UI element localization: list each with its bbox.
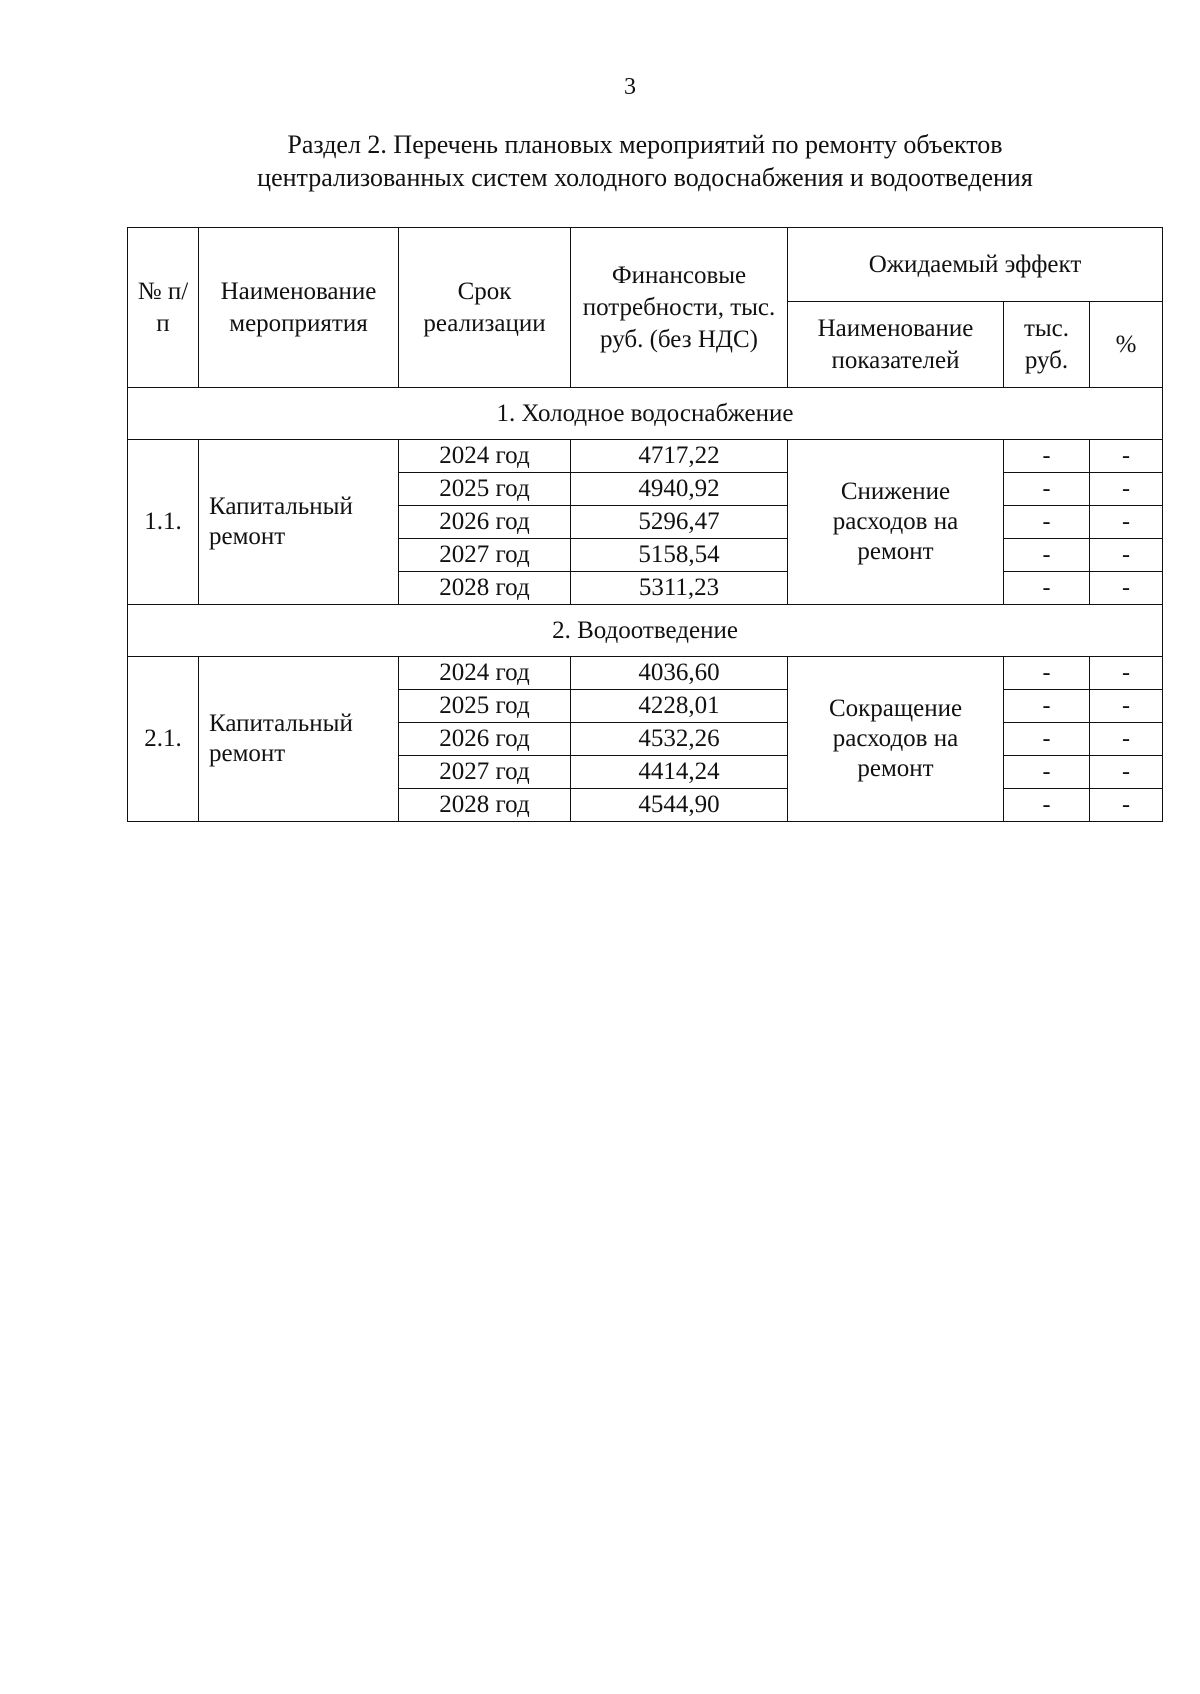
- effect-thousand-rub: -: [1004, 572, 1090, 605]
- effect-thousand-rub: -: [1004, 756, 1090, 789]
- term-year: 2028 год: [399, 789, 571, 822]
- effect-thousand-rub: -: [1004, 473, 1090, 506]
- table-row: [128, 440, 1163, 473]
- header-percent: %: [1090, 302, 1163, 388]
- effect-indicator: Сокращение расходов на ремонт: [788, 657, 1004, 822]
- term-year: 2026 год: [399, 506, 571, 539]
- section-title-cell: 2. Водоотведение: [128, 605, 1163, 657]
- header-number: № п/п: [128, 228, 199, 388]
- finance-amount: 4532,26: [571, 723, 788, 756]
- measure-number: 2.1.: [128, 657, 199, 822]
- effect-thousand-rub: -: [1004, 539, 1090, 572]
- effect-percent: -: [1090, 723, 1163, 756]
- finance-amount: 4228,01: [571, 690, 788, 723]
- effect-thousand-rub: -: [1004, 506, 1090, 539]
- section-title-cell: 1. Холодное водоснабжение: [128, 388, 1163, 440]
- measures-table: [127, 227, 1163, 822]
- term-year: 2027 год: [399, 756, 571, 789]
- term-year: 2024 год: [399, 440, 571, 473]
- header-thousand-rub: тыс. руб.: [1004, 302, 1090, 388]
- effect-thousand-rub: -: [1004, 657, 1090, 690]
- effect-percent: -: [1090, 789, 1163, 822]
- page-number: 3: [624, 74, 636, 100]
- finance-amount: 5158,54: [571, 539, 788, 572]
- measure-name: Капитальный ремонт: [199, 440, 399, 605]
- finance-amount: 4544,90: [571, 789, 788, 822]
- term-year: 2024 год: [399, 657, 571, 690]
- finance-amount: 5296,47: [571, 506, 788, 539]
- section-title-line-1: Раздел 2. Перечень плановых мероприятий по ремонту объектов: [287, 130, 1003, 159]
- header-indicator-name: Наименование показателей: [788, 302, 1004, 388]
- term-year: 2026 год: [399, 723, 571, 756]
- header-finance: Финансовые потребности, тыс. руб. (без НДС): [571, 228, 788, 388]
- measure-number: 1.1.: [128, 440, 199, 605]
- effect-percent: -: [1090, 756, 1163, 789]
- table-row: [128, 657, 1163, 690]
- effect-thousand-rub: -: [1004, 723, 1090, 756]
- measure-name: Капитальный ремонт: [199, 657, 399, 822]
- term-year: 2025 год: [399, 690, 571, 723]
- effect-thousand-rub: -: [1004, 690, 1090, 723]
- effect-percent: -: [1090, 440, 1163, 473]
- table-body: [128, 388, 1163, 822]
- term-year: 2027 год: [399, 539, 571, 572]
- effect-percent: -: [1090, 690, 1163, 723]
- section-row: [128, 605, 1163, 657]
- effect-percent: -: [1090, 506, 1163, 539]
- effect-thousand-rub: -: [1004, 789, 1090, 822]
- header-term: Срок реализации: [399, 228, 571, 388]
- section-title-line-2: централизованных систем холодного водоснабжения и водоотведения: [257, 163, 1033, 192]
- section-row: [128, 388, 1163, 440]
- section-title: [200, 128, 1090, 194]
- effect-indicator: Снижение расходов на ремонт: [788, 440, 1004, 605]
- effect-percent: -: [1090, 473, 1163, 506]
- finance-amount: 4717,22: [571, 440, 788, 473]
- finance-amount: 4940,92: [571, 473, 788, 506]
- effect-percent: -: [1090, 657, 1163, 690]
- header-measure-name: Наименование мероприятия: [199, 228, 399, 388]
- effect-thousand-rub: -: [1004, 440, 1090, 473]
- term-year: 2025 год: [399, 473, 571, 506]
- term-year: 2028 год: [399, 572, 571, 605]
- finance-amount: 5311,23: [571, 572, 788, 605]
- effect-percent: -: [1090, 539, 1163, 572]
- finance-amount: 4414,24: [571, 756, 788, 789]
- header-expected-effect: Ожидаемый эффект: [788, 228, 1163, 302]
- effect-percent: -: [1090, 572, 1163, 605]
- finance-amount: 4036,60: [571, 657, 788, 690]
